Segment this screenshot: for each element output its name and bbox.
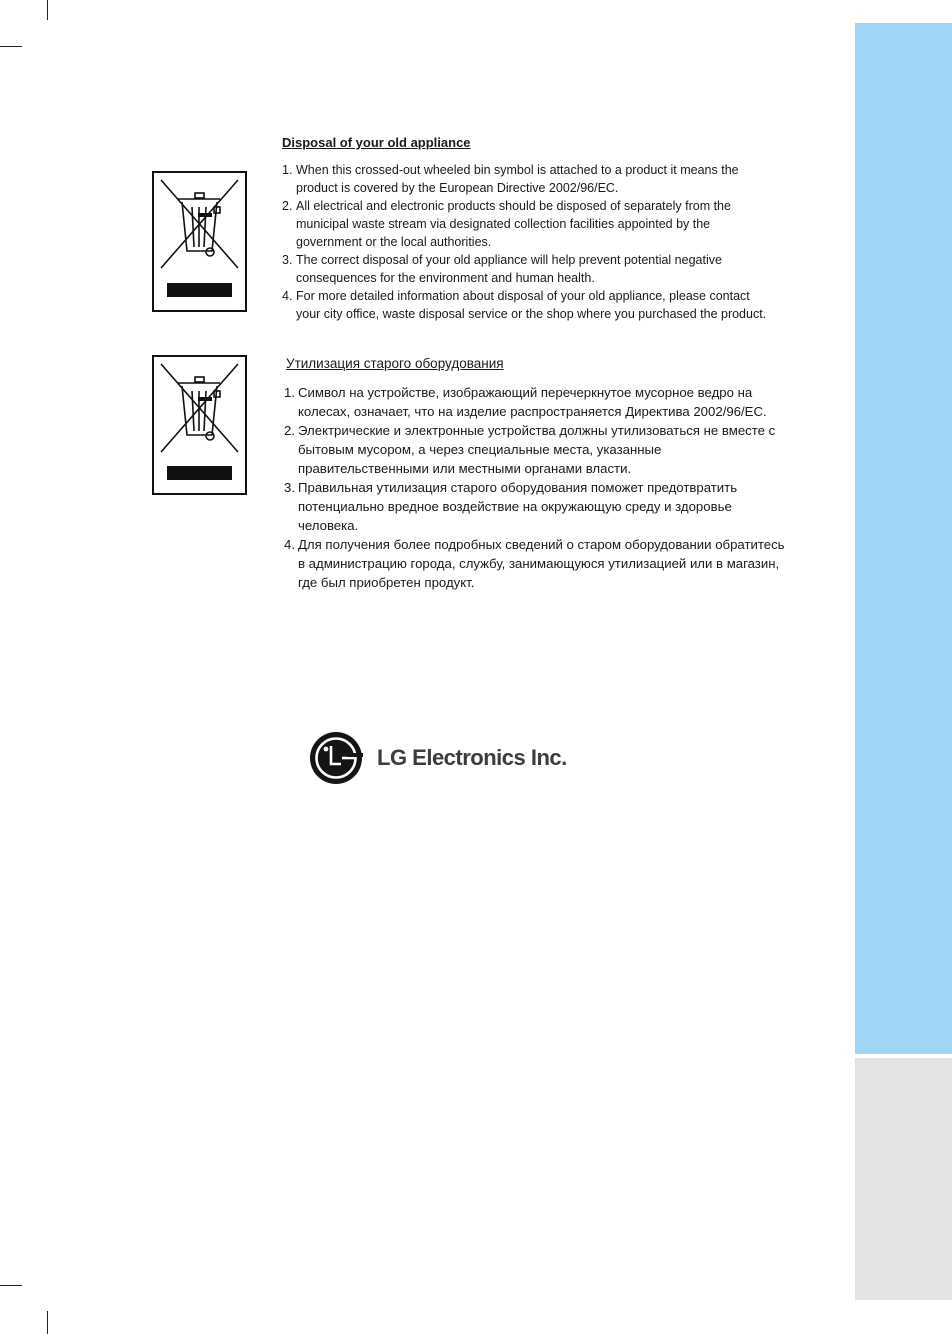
item-text: For more detailed information about disposal of your old appliance, please contact your city office, waste disposal service or the shop where you purchased the product. <box>296 289 767 321</box>
list-item <box>284 421 789 478</box>
item-number: 3. <box>284 480 295 495</box>
item-text: Электрические и электронные устройства должны утилизоваться не вместе с бытовым мусором, а через специальные места, указанные правительственными или местными органами власти. <box>298 423 776 476</box>
list-item <box>282 287 777 323</box>
item-number: 2. <box>284 423 295 438</box>
disposal-section-russian <box>284 355 789 592</box>
item-number: 4. <box>282 289 293 303</box>
item-text: All electrical and electronic products should be disposed of separately from the municipal waste stream via designated collection facilities appointed by the government or the local authorities. <box>296 199 731 249</box>
list-item <box>282 251 777 287</box>
item-text: When this crossed-out wheeled bin symbol is attached to a product it means the product is covered by the European Directive 2002/96/EC. <box>296 163 739 195</box>
list-item <box>282 197 777 251</box>
item-text: Правильная утилизация старого оборудования поможет предотвратить потенциально вредное воздействие на окружающую среду и здоровье человека. <box>298 480 738 533</box>
weee-symbol-box-english <box>152 171 247 312</box>
item-number: 4. <box>284 537 295 552</box>
lg-electronics-logo <box>309 731 609 787</box>
item-number: 1. <box>282 163 293 177</box>
crop-mark-top-vertical <box>47 0 48 20</box>
list-item <box>284 383 789 421</box>
crossed-out-wheeled-bin-icon <box>154 357 245 493</box>
item-number: 2. <box>282 199 293 213</box>
disposal-section-english <box>282 135 777 323</box>
item-number: 1. <box>284 385 295 400</box>
item-text: Символ на устройстве, изображающий перечеркнутое мусорное ведро на колесах, означает, что на изделие распространяется Директива 2002/96/EC. <box>298 385 767 419</box>
crop-mark-top-horizontal <box>0 46 22 47</box>
list-item <box>282 161 777 197</box>
crop-mark-bottom-vertical <box>47 1311 48 1334</box>
side-tab-blue <box>855 23 952 1054</box>
crossed-out-wheeled-bin-icon <box>154 173 245 310</box>
weee-symbol-box-russian <box>152 355 247 495</box>
section-heading: Утилизация старого оборудования <box>286 356 504 371</box>
side-tab-grey <box>855 1058 952 1300</box>
list-item <box>284 535 789 592</box>
item-number: 3. <box>282 253 293 267</box>
item-text: Для получения более подробных сведений о старом оборудовании обратитесь в администрацию города, службу, занимающуюся утилизацией или в магазин, где был приобретен продукт. <box>298 537 785 590</box>
item-text: The correct disposal of your old appliance will help prevent potential negative consequences for the environment and human health. <box>296 253 722 285</box>
section-heading: Disposal of your old appliance <box>282 135 471 150</box>
company-name: LG Electronics Inc. <box>377 745 567 770</box>
crop-mark-bottom-horizontal <box>0 1285 22 1286</box>
lg-face-logo-icon <box>309 731 363 785</box>
list-item <box>284 478 789 535</box>
